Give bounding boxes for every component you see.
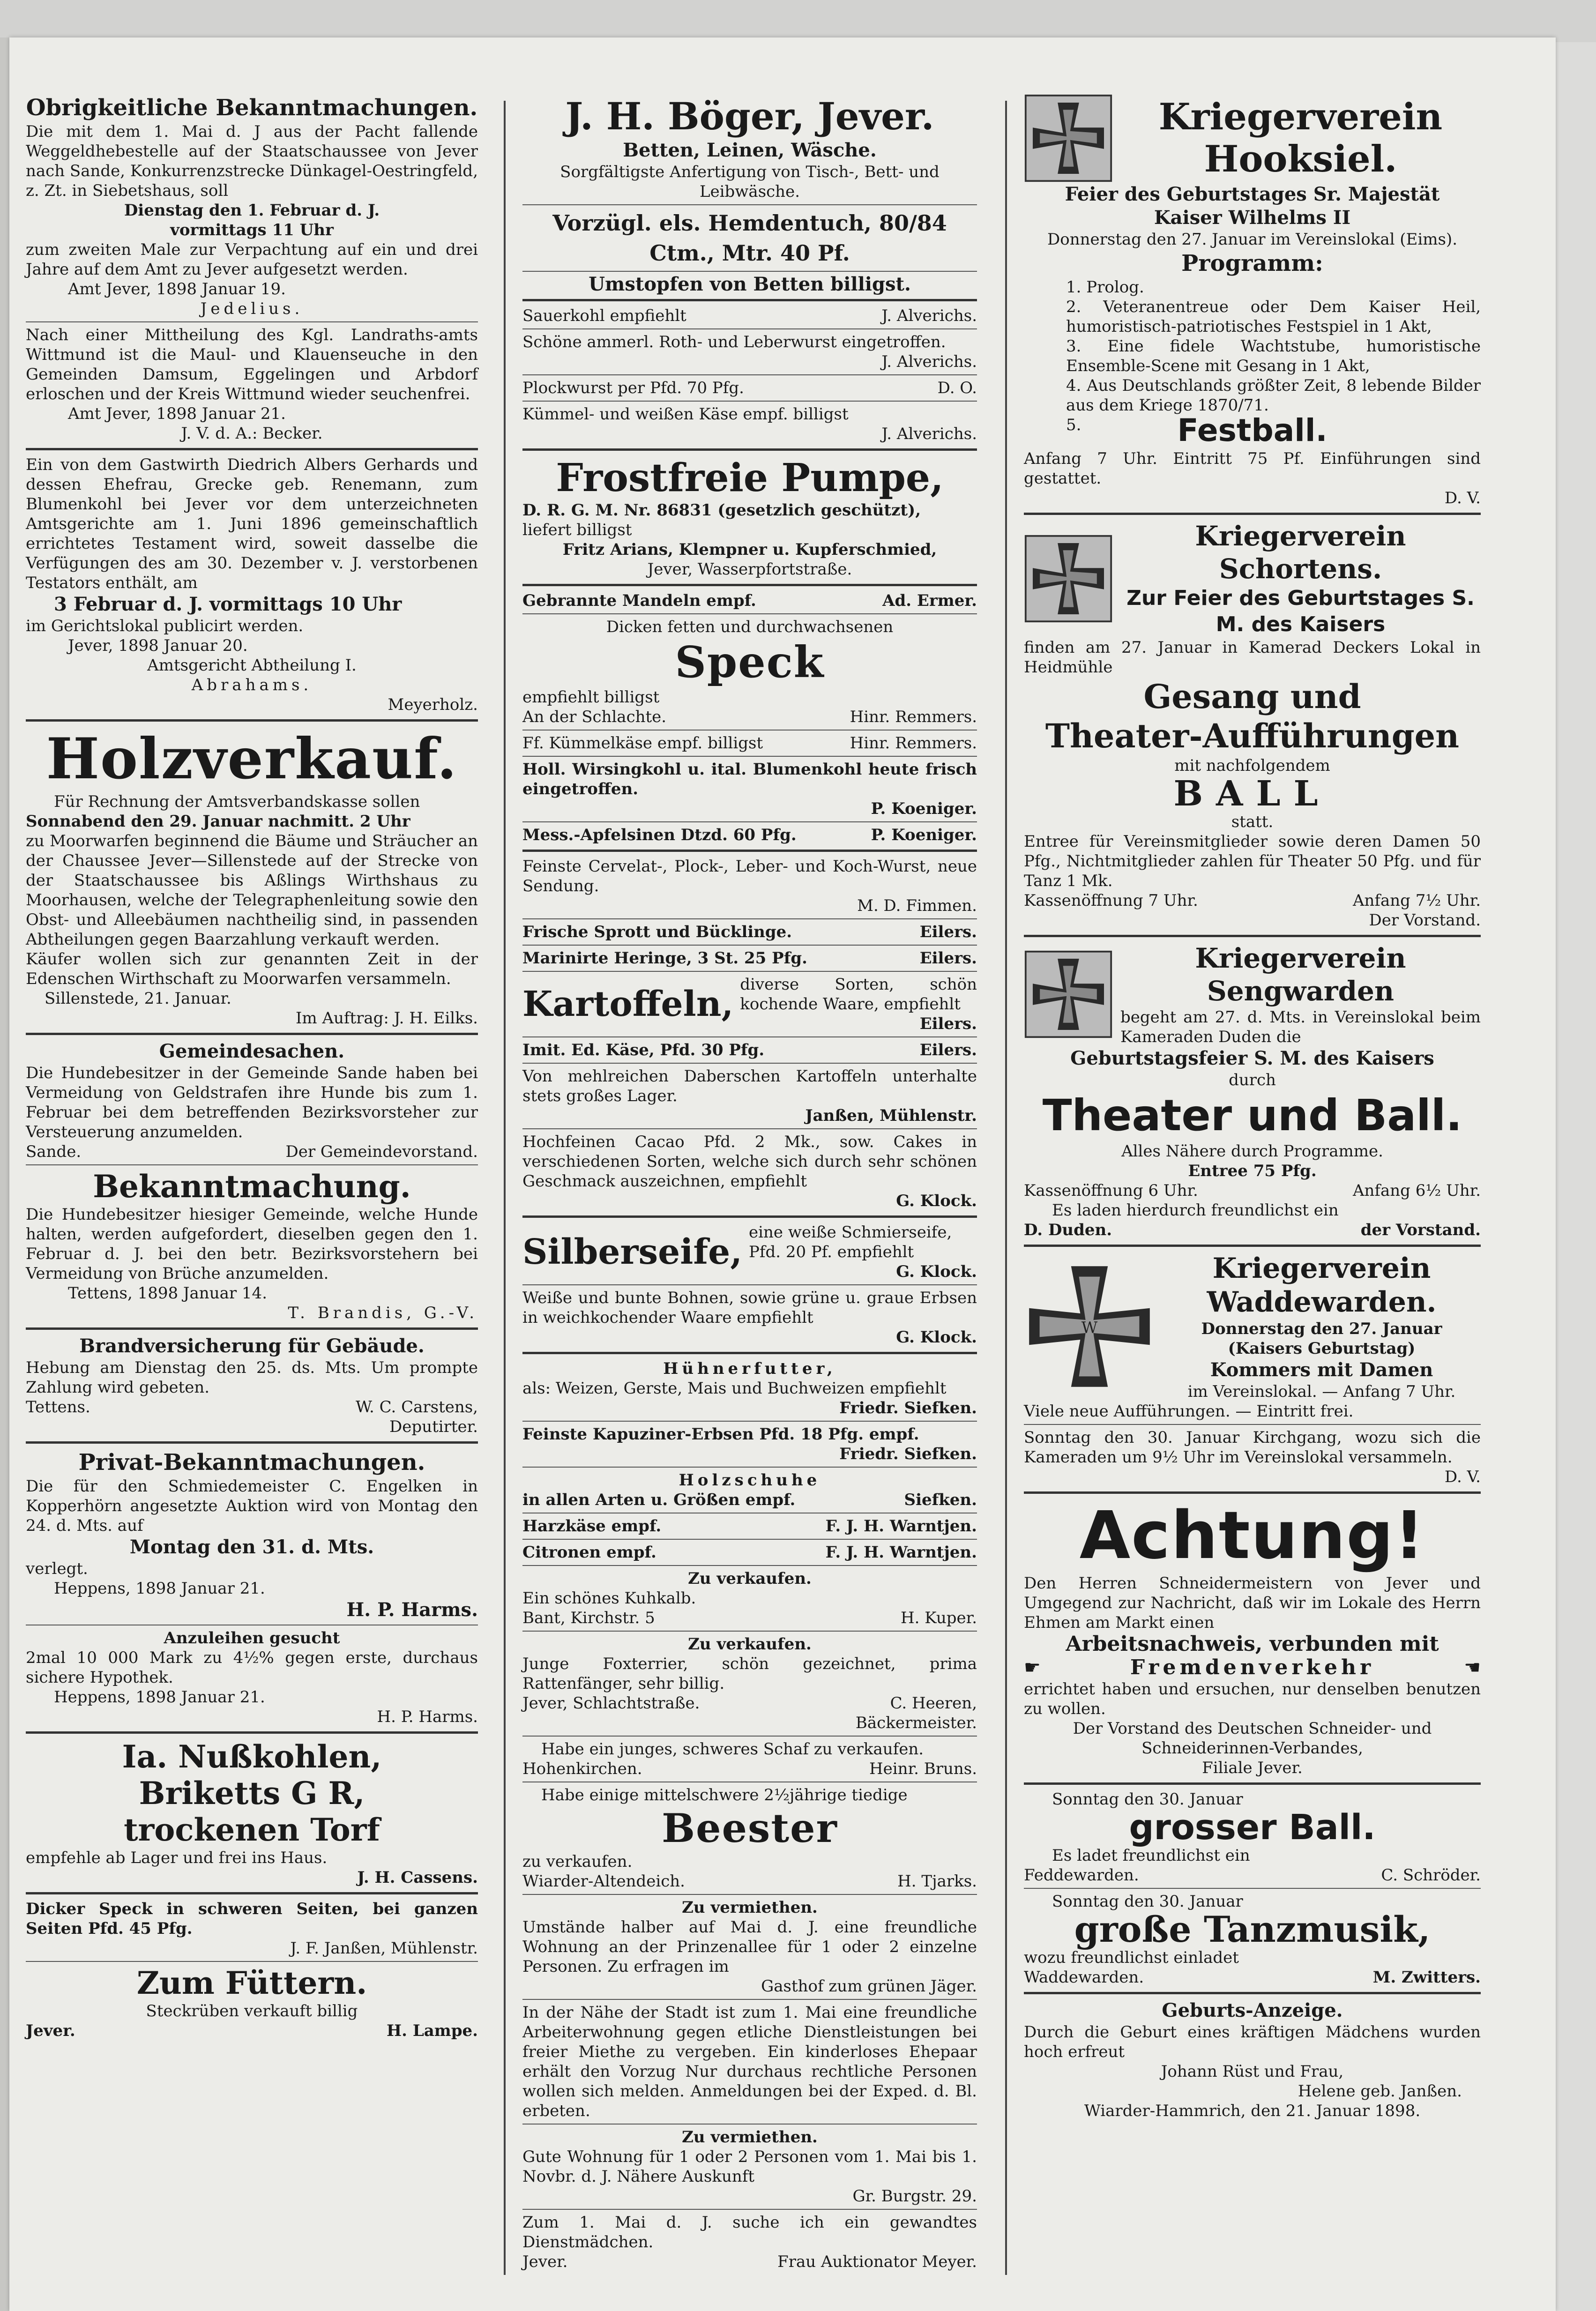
iron-cross-1870-icon [1024,1261,1155,1392]
notice-date: Dienstag den 1. Februar d. J. [124,201,380,220]
ad-signature: F. J. H. Warntjen. [825,1543,977,1562]
zu-verkaufen-heading: Zu verkaufen. [688,1569,812,1588]
notice-signature: Jedelius. [200,299,304,318]
ad-text: An der Schlachte. [522,708,667,726]
notice-text: zu Moorwarfen beginnend die Bäume und Sträucher an der Chaussee Jever—Sillenstede auf der Strecke von der Staatschaussee bis Aßlings Wirthshaus zu Moorhausen, welche der Telegraphenleitung sowie den Obst- und Alleebäumen nachtheilig sind, in passenden Abtheilungen gegen Baarzahlung verkauft werden. [26,832,478,949]
ad-text: Citronen empf. [522,1543,656,1562]
ad-text: in allen Arten u. Größen empf. [522,1491,796,1509]
ad-place: Jever. [522,2252,568,2271]
ad-text: mit nachfolgendem [1174,756,1330,775]
private-notices-heading: Privat-Bekanntmachungen. [78,1449,425,1476]
notice-signature: H. Lampe. [387,2021,478,2040]
notice-date: Sonnabend den 29. Januar nachmitt. 2 Uhr [26,812,410,831]
grosser-ball-heading: grosser Ball. [1129,1807,1376,1848]
boeger-offer: Vorzügl. els. Hemdentuch, 80/84 Ctm., Mtr. 40 Pf. [552,210,947,266]
notice-text: verlegt. [26,1559,88,1578]
programm-list [1024,277,1481,435]
fremdenverkehr-heading: Fremdenverkehr [1130,1655,1375,1679]
ad-date: Sonntag den 30. Januar [1052,1892,1243,1911]
boeger-subheading: Betten, Leinen, Wäsche. [623,139,877,161]
ad-signature: Eilers. [919,949,977,968]
ad-text: Junge Foxterrier, schön gezeichnet, prima Rattenfänger, sehr billig. [522,1655,977,1693]
ad-text: Den Herren Schneidermeistern von Jever und Umgegend zur Nachricht, daß wir im Lokale des Herrn Ehmen am Markt einen [1024,1574,1481,1632]
ad-signature: C. Schröder. [1381,1866,1481,1885]
notice-text: Sorgfältigste Anfertigung von Tisch-, Bett- und Leibwäsche. [560,163,940,201]
ad-text: Sauerkohl empfiehlt [522,306,686,325]
ad-text: Kassenöffnung 6 Uhr. [1024,1181,1198,1200]
ad-signature: M. D. Fimmen. [857,896,977,915]
ad-place: Feddewarden. [1024,1866,1139,1885]
ad-text: Mess.-Apfelsinen Dtzd. 60 Pfg. [522,826,797,844]
ad-text: Holl. Wirsingkohl u. ital. Blumenkohl heute frisch eingetroffen. [522,760,977,798]
notice-signature-2: Meyerholz. [388,695,478,714]
ad-signature: Eilers. [919,923,977,941]
ad-text: durch [1229,1071,1276,1089]
ad-role: Bäckermeister. [855,1714,977,1732]
notice-place: Jever. [26,2021,75,2040]
ad-text: Anfang 6½ Uhr. [1352,1181,1481,1200]
pumpe-patent: D. R. G. M. Nr. 86831 (gesetzlich geschützt), [522,501,921,520]
notice-text: Die Hundebesitzer hiesiger Gemeinde, welche Hunde halten, werden aufgefordert, dieselben gegen den 1. Februar d. J. bei den betr. Bezirksvorstehern bei Vermeidung von Brüche anzumelden. [26,1205,478,1283]
ad-signature: G. Klock. [896,1192,977,1210]
notice-place: Amt Jever, 1898 Januar 19. [68,280,286,298]
notice-text: zum zweiten Male zur Verpachtung auf ein und drei Jahre auf dem Amt zu Jever aufgesetzt werden. [26,240,478,279]
zum-fuettern-heading: Zum Füttern. [136,1965,367,2001]
ad-signature: H. Tjarks. [897,1872,977,1891]
boeger-heading: J. H. Böger, Jever. [565,94,934,138]
gemeindesachen-heading: Gemeindesachen. [159,1040,345,1062]
ad-text: Dicken fetten und durchwachsenen [606,618,894,636]
huehnerfutter-heading: Hühnerfutter, [663,1359,836,1378]
notice-signature: W. C. Carstens, [356,1398,478,1416]
schortens-header [1024,520,1481,638]
notice-text: Hebung am Dienstag den 25. ds. Mts. Um prompte Zahlung wird gebeten. [26,1358,478,1397]
silberseife-heading: Silberseife, [522,1232,743,1272]
pointing-hand-icon: ☛ [1024,1657,1041,1678]
column-rule-1 [504,101,506,2275]
ad-text: Donnerstag den 27. Januar im Vereinslokal (Eims). [1047,230,1458,249]
pointing-hand-icon: ☚ [1464,1657,1481,1678]
geburts-anzeige-heading: Geburts-Anzeige. [1162,1999,1343,2021]
arbeitsnachweis-heading: Arbeitsnachweis, verbunden mit [1066,1632,1439,1656]
notice-place: Tettens, 1898 Januar 14. [68,1284,267,1303]
ad-text: Anfang 7½ Uhr. [1352,891,1481,910]
notice-place: Tettens. [26,1398,90,1416]
ad-date: Donnerstag den 27. Januar [1201,1320,1442,1338]
ad-place: Wiarder-Hammrich, den 21. Januar 1898. [1084,2102,1421,2120]
hooksiel-sub-2: Kaiser Wilhelms II [1154,207,1351,229]
ad-text: Kassenöffnung 7 Uhr. [1024,891,1198,910]
achtung-heading: Achtung! [1079,1498,1425,1574]
notice-text: Dicker Speck in schweren Seiten, bei ganzen Seiten Pfd. 45 Pfg. [26,1900,478,1938]
ad-place: Wiarder-Altendeich. [522,1872,685,1891]
notice-place: Amt Jever, 1898 Januar 21. [68,404,286,423]
notice-signature: Im Auftrag: J. H. Eilks. [295,1009,478,1028]
notice-text: Ein von dem Gastwirth Diedrich Albers Gerhards und dessen Ehefrau, Grecke geb. Renemann, zum Blumenkohl bei Jever vor dem unterzeichneten Amtsgerichte am 1. Juni 1896 gemeinschaftlich errichtetes Testament wird, soweit dasselbe die Verfügungen des am 30. Dezember v. J. verstorbenen Testators enthält, am [26,455,478,592]
coal-line-2: Briketts G R, [139,1775,365,1812]
list-item: 1. Prolog. [1066,278,1144,297]
notice-place: Heppens, 1898 Januar 21. [54,1579,265,1598]
column-3 [1024,94,1481,2121]
iron-cross-icon [1024,534,1113,623]
zu-vermiethen-heading: Zu vermiethen. [682,1898,818,1917]
ad-signature: Der Vorstand des Deutschen Schneider- und Schneiderinnen-Verbandes, [1073,1719,1432,1758]
fremdenverkehr-line [1024,1656,1481,1679]
theater-ball-heading: Theater und Ball. [1042,1090,1462,1141]
gesang-heading: Gesang und [1143,677,1361,716]
ad-signature: Gasthof zum grünen Jäger. [761,1977,977,1996]
ad-text: Entree für Vereinsmitglieder sowie deren Damen 50 Pfg., Nichtmitglieder zahlen für Theater 50 Pfg. und für Tanz 1 Mk. [1024,832,1481,890]
programm-heading: Programm: [1181,250,1323,276]
ad-signature: Helene geb. Janßen. [1298,2082,1462,2101]
kommers-heading: Kommers mit Damen [1210,1359,1433,1381]
coal-line-1: Ia. Nußkohlen, [122,1738,382,1775]
ad-text: als: Weizen, Gerste, Mais und Buchweizen empfiehlt [522,1379,947,1398]
ad-place: Bant, Kirchstr. 5 [522,1609,655,1627]
ad-signature: Heinr. Bruns. [869,1759,977,1778]
ad-place: Hohenkirchen. [522,1759,642,1778]
ad-text: Alles Nähere durch Programme. [1121,1142,1383,1161]
ad-text: Habe ein junges, schweres Schaf zu verkaufen. [541,1740,924,1759]
notice-signature: H. P. Harms. [377,1707,478,1726]
ad-text: Harzkäse empf. [522,1517,662,1536]
ad-signature: J. Alverichs. [881,306,977,325]
notice-place: Sande. [26,1142,82,1161]
notice-text: im Gerichtslokal publicirt werden. [26,617,304,635]
ad-text: Anfang 7 Uhr. Eintritt 75 Pf. Einführungen sind gestattet. [1024,449,1481,488]
ad-signature: Filiale Jever. [1202,1759,1303,1777]
ad-signature: der Vorstand. [1360,1221,1481,1239]
ad-text: Imit. Ed. Käse, Pfd. 30 Pfg. [522,1041,765,1059]
ad-signature: Fritz Arians, Klempner u. Kupferschmied, [562,540,937,559]
theater-heading: Theater-Aufführungen [1045,716,1460,755]
column-rule-2 [1005,101,1007,2275]
holzverkauf-heading: Holzverkauf. [46,726,458,792]
column-2 [522,94,977,2272]
ad-signature: H. Kuper. [900,1609,977,1627]
festball-heading: Festball. [1177,412,1328,448]
ad-place: Jever, Schlachtstraße. [522,1694,700,1713]
hooksiel-header [1024,94,1481,183]
ad-text: Gute Wohnung für 1 oder 2 Personen vom 1. Mai bis 1. Novbr. d. J. Nähere Auskunft [522,2147,977,2186]
notice-text: 2mal 10 000 Mark zu 4½% gegen erste, durchaus sichere Hypothek. [26,1648,478,1687]
ad-text: Plockwurst per Pfd. 70 Pfg. [522,379,744,397]
notice-text: Die für den Schmiedemeister C. Engelken in Kopperhörn angesetzte Auktion wird von Montag den 24. d. Mts. auf [26,1477,478,1535]
ad-text: Ff. Kümmelkäse empf. billigst [522,734,763,753]
ad-text: empfiehlt billigst [522,688,660,707]
ad-text: Viele neue Aufführungen. — Eintritt frei. [1024,1402,1354,1421]
ad-text: Schöne ammerl. Roth- und Leberwurst eingetroffen. [522,333,946,351]
schortens-sub: Zur Feier des Geburtstages S. M. des Kaisers [1126,586,1475,636]
loan-heading: Anzuleihen gesucht [164,1629,340,1648]
ad-signature: Ad. Ermer. [882,591,977,610]
ad-address: Jever, Wasserpfortstraße. [647,560,852,579]
ad-signature: D. O. [937,379,977,397]
ad-text: liefert billigst [522,521,632,539]
ad-text: Weiße und bunte Bohnen, sowie grüne u. graue Erbsen in weichkochender Waare empfiehlt [522,1289,977,1327]
ad-text: Feinste Kapuziner-Erbsen Pfd. 18 Pfg. empf. [522,1425,919,1444]
list-item: 5. [1066,416,1081,434]
sengwarden-heading: Kriegerverein Sengwarden [1195,942,1406,1007]
official-notices-heading: Obrigkeitliche Bekanntmachungen. [26,95,478,121]
ad-text: Feinste Cervelat-, Plock-, Leber- und Koch-Wurst, neue Sendung. [522,857,977,895]
notice-text: Die mit dem 1. Mai d. J aus der Pacht fallende Weggeldhebestelle auf der Staatschaussee von Jever nach Sande, Konkurrenzstrecke Dünkagel-Oestringfeld, z. Zt. in Siebetshaus, soll [26,122,478,200]
ad-signature: Frau Auktionator Meyer. [777,2252,977,2271]
notice-text: empfehle ab Lager und frei ins Haus. [26,1849,328,1867]
holzschuhe-heading: Holzschuhe [679,1471,821,1490]
zu-verkaufen-heading: Zu verkaufen. [688,1635,812,1654]
ad-signature: D. V. [1444,1468,1481,1486]
ad-signature: D. Duden. [1024,1221,1112,1239]
silberseife-ad [522,1223,977,1282]
ad-text: begeht am 27. d. Mts. in Vereinslokal beim Kameraden Duden die [1120,1008,1481,1046]
ad-signature: Johann Rüst und Frau, [1161,2062,1344,2081]
ad-signature: G. Klock. [896,1328,977,1347]
notice-text: Steckrüben verkauft billig [146,2002,358,2020]
notice-place: Heppens, 1898 Januar 21. [54,1688,265,1707]
hooksiel-heading-1: Kriegerverein [1158,96,1443,138]
notice-time: vormittags 11 Uhr [170,221,334,239]
speck-heading: Speck [675,637,825,687]
notice-date: 3 Februar d. J. vormittags 10 Uhr [54,593,402,615]
ad-text: Ein schönes Kuhkalb. [522,1589,696,1608]
court-name: Amtsgericht Abtheilung I. [147,656,357,675]
boeger-offer-2: Umstopfen von Betten billigst. [589,273,911,295]
iron-cross-icon [1024,950,1113,1039]
ad-text: diverse Sorten, schön kochende Waare, empfiehlt [740,975,977,1014]
ad-signature: Janßen, Mühlenstr. [805,1106,977,1125]
ad-place: Waddewarden. [1024,1968,1144,1987]
ad-signature: G. Klock. [896,1262,977,1281]
brandversicherung-heading: Brandversicherung für Gebäude. [79,1335,425,1357]
ad-signature: Hinr. Remmers. [850,708,977,726]
ad-text: In der Nähe der Stadt ist zum 1. Mai eine freundliche Arbeiterwohnung gegen etliche Dienstleistungen bei freier Miethe zu vergeben. Ein kinderloses Ehepaar erhält den Vorzug Nur durchaus rechtliche Personen wollen sich melden. Anmeldungen bei der Exped. d. Bl. erbeten. [522,2003,977,2120]
notice-date: Montag den 31. d. Mts. [129,1536,374,1558]
ad-signature: P. Koeniger. [871,799,977,818]
bekanntmachung-heading: Bekanntmachung. [93,1168,411,1205]
ad-text: Hochfeinen Cacao Pfd. 2 Mk., sow. Cakes in verschiedenen Sorten, welche sich durch sehr schönen Geschmack auszeichnen, empfiehlt [522,1133,977,1191]
ad-text: errichtet haben und ersuchen, nur denselben benutzen zu wollen. [1024,1680,1481,1718]
notice-text: Die Hundebesitzer in der Gemeinde Sande haben bei Vermeidung von Geldstrafen ihre Hunde bis zum 1. Februar bei dem betreffenden Bezirksvorsteher zur Versteuerung anzumelden. [26,1064,478,1141]
ad-text: Es ladet freundlichst ein [1052,1846,1250,1865]
hooksiel-heading-2: Hooksiel. [1204,138,1397,180]
ad-text: Durch die Geburt eines kräftigen Mädchens wurden hoch erfreut [1024,2023,1481,2061]
notice-signature: J. F. Janßen, Mühlenstr. [290,1939,478,1958]
ad-signature: Eilers. [919,1041,977,1059]
ad-text: Zum 1. Mai d. J. suche ich ein gewandtes Dienstmädchen. [522,2213,977,2251]
sengwarden-header [1024,942,1481,1047]
tanzmusik-heading: große Tanzmusik, [1074,1908,1431,1950]
ad-signature: J. Alverichs. [881,352,977,371]
entree: Entree 75 Pfg. [1188,1162,1317,1180]
hooksiel-sub-1: Feier des Geburtstages Sr. Majestät [1065,183,1440,205]
kartoffeln-heading: Kartoffeln, [522,984,734,1024]
notice-signature: Der Gemeindevorstand. [285,1142,478,1161]
notice-signature: J. V. d. A.: Becker. [181,424,323,443]
ad-signature: Gr. Burgstr. 29. [852,2187,977,2206]
ad-text: Umstände halber auf Mai d. J. eine freundliche Wohnung an der Prinzenallee für 1 oder 2 einzelne Personen. Zu erfragen im [522,1918,977,1976]
iron-cross-icon [1024,94,1113,183]
ad-text: finden am 27. Januar in Kamerad Deckers Lokal in Heidmühle [1024,638,1481,677]
list-item: 2. Veteranentreue oder Dem Kaiser Heil, humoristisch-patriotisches Festspiel in 1 Akt, [1066,298,1481,336]
ad-text: Marinirte Heringe, 3 St. 25 Pfg. [522,949,807,968]
ad-signature: P. Koeniger. [871,826,977,844]
alverichs-list [522,306,977,444]
notice-place: Jever, 1898 Januar 20. [68,636,248,655]
coal-line-3: trockenen Torf [124,1812,380,1848]
ad-text: eine weiße Schmierseife, Pfd. 20 Pf. empfiehlt [749,1223,952,1261]
ad-signature: Siefken. [904,1491,977,1509]
waddewarden-header [1024,1252,1481,1402]
notice-signature: T. Brandis, G.-V. [288,1304,478,1322]
ad-text: Es laden hierdurch freundlichst ein [1052,1201,1339,1220]
notice-place: Sillenstede, 21. Januar. [45,989,231,1008]
ad-text: Von mehlreichen Daberschen Kartoffeln unterhalte stets großes Lager. [522,1067,977,1105]
ad-sub: (Kaisers Geburtstag) [1228,1339,1416,1358]
ad-text: Gebrannte Mandeln empf. [522,591,756,610]
notice-signature: Abrahams. [191,676,313,694]
sengwarden-sub: Geburtstagsfeier S. M. des Kaisers [1070,1047,1434,1069]
ad-text: wozu freundlichst einladet [1024,1948,1239,1967]
notice-role: Deputirter. [389,1417,478,1436]
ad-text: Frische Sprott und Bücklinge. [522,923,792,941]
list-item: 4. Aus Deutschlands größter Zeit, 8 lebende Bilder aus dem Kriege 1870/71. [1066,376,1481,415]
ad-signature: D. V. [1444,489,1481,507]
ad-text: Kümmel- und weißen Käse empf. billigst [522,405,849,424]
ad-text: Habe einige mittelschwere 2½jährige tiedige [541,1786,908,1804]
notice-text: Nach einer Mittheilung des Kgl. Landraths-amts Wittmund ist die Maul- und Klauenseuche in den Gemeinden Damsum, Eggelingen und Arbdorf erloschen und der Kreis Wittmund wieder seuchenfrei. [26,326,478,403]
pumpe-heading: Frostfreie Pumpe, [556,455,944,500]
notice-signature: J. H. Cassens. [357,1868,478,1887]
kartoffeln-ad [522,975,977,1034]
ad-signature: M. Zwitters. [1372,1968,1481,1987]
svg-text:W: W [1081,1319,1098,1337]
ad-text: zu verkaufen. [522,1852,633,1871]
ad-text: im Vereinslokal. — Anfang 7 Uhr. [1187,1382,1456,1401]
ad-signature: Der Vorstand. [1369,911,1481,930]
right-margin-strip [1556,42,1596,2311]
ball-heading: BALL [1173,774,1331,814]
ad-text: statt. [1231,813,1274,831]
list-item: 3. Eine fidele Wachtstube, humoristische Ensemble-Scene mit Gesang in 1 Akt, [1066,337,1481,375]
notice-text: Käufer wollen sich zur genannten Zeit in der Edenschen Wirthschaft zu Moorwarfen versammeln. [26,950,478,988]
ad-text: Sonntag den 30. Januar Kirchgang, wozu sich die Kameraden um 9½ Uhr im Vereinslokal versammeln. [1024,1428,1481,1467]
ad-signature: Friedr. Siefken. [839,1399,977,1417]
ad-signature: F. J. H. Warntjen. [825,1517,977,1536]
ad-signature: Eilers. [919,1014,977,1033]
schortens-heading: Kriegerverein Schortens. [1195,520,1406,585]
notice-signature: H. P. Harms. [346,1599,478,1621]
beester-heading: Beester [662,1805,838,1851]
waddewarden-heading: Kriegerverein Waddewarden. [1207,1252,1437,1319]
ad-signature: Hinr. Remmers. [850,734,977,753]
ad-signature: J. Alverichs. [881,425,977,443]
notice-text: Für Rechnung der Amtsverbandskasse sollen [54,792,420,811]
ad-date: Sonntag den 30. Januar [1052,1790,1243,1809]
column-1 [26,94,478,2041]
ad-signature: Friedr. Siefken. [839,1445,977,1463]
ad-signature: C. Heeren, [890,1694,977,1713]
zu-vermiethen-heading: Zu vermiethen. [682,2128,818,2147]
